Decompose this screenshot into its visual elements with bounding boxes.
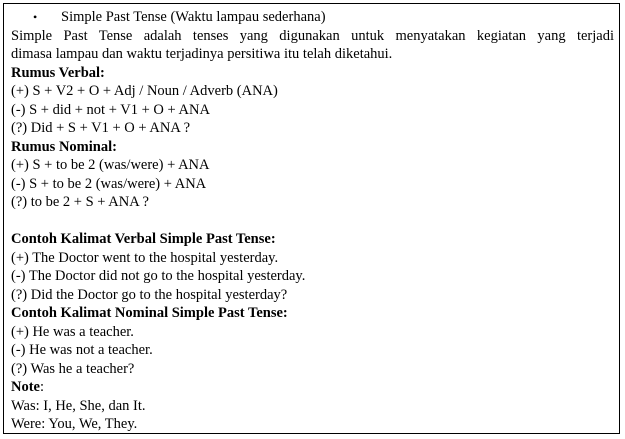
section-title: Simple Past Tense (Waktu lampau sederhana) <box>61 9 326 25</box>
nominal-examples-title: Contoh Kalimat Nominal Simple Past Tense: <box>11 305 288 321</box>
verbal-formula-positive: (+) S + V2 + O + Adj / Noun / Adverb (ANA) <box>11 83 278 99</box>
verbal-formula-negative: (-) S + did + not + V1 + O + ANA <box>11 101 210 118</box>
note-were: Were: You, We, They. <box>11 416 138 432</box>
nominal-example-question: (?) Was he a teacher? <box>11 360 135 377</box>
nominal-formula-positive: (+) S + to be 2 (was/were) + ANA <box>11 157 210 173</box>
note-colon: : <box>40 379 45 395</box>
note-heading <box>11 378 614 397</box>
nominal-formula-title: Rumus Nominal: <box>11 138 117 155</box>
section-heading <box>11 8 614 27</box>
definition-line-1: Simple Past Tense adalah tenses yang digunakan untuk menyatakan kegiatan yang terjadi <box>11 27 614 44</box>
bullet-icon: • <box>33 10 38 24</box>
blank-line <box>11 212 614 231</box>
note-was: Was: I, He, She, dan It. <box>11 397 146 414</box>
verbal-example-negative: (-) The Doctor did not go to the hospital yesterday. <box>11 268 306 284</box>
document-content <box>11 8 614 434</box>
nominal-formula-question: (?) to be 2 + S + ANA ? <box>11 194 149 210</box>
verbal-example-question: (?) Did the Doctor go to the hospital yesterday? <box>11 286 288 303</box>
verbal-example-positive: (+) The Doctor went to the hospital yesterday. <box>11 249 279 266</box>
verbal-formula-question: (?) Did + S + V1 + O + ANA ? <box>11 120 191 136</box>
definition-line-2: dimasa lampau dan waktu terjadinya persitiwa itu telah diketahui. <box>11 46 393 62</box>
verbal-examples-title: Contoh Kalimat Verbal Simple Past Tense: <box>11 231 276 247</box>
nominal-example-negative: (-) He was not a teacher. <box>11 342 153 358</box>
verbal-formula-title: Rumus Verbal: <box>11 64 105 81</box>
nominal-formula-negative: (-) S + to be 2 (was/were) + ANA <box>11 175 207 192</box>
nominal-example-positive: (+) He was a teacher. <box>11 323 134 340</box>
note-label: Note <box>11 379 40 395</box>
